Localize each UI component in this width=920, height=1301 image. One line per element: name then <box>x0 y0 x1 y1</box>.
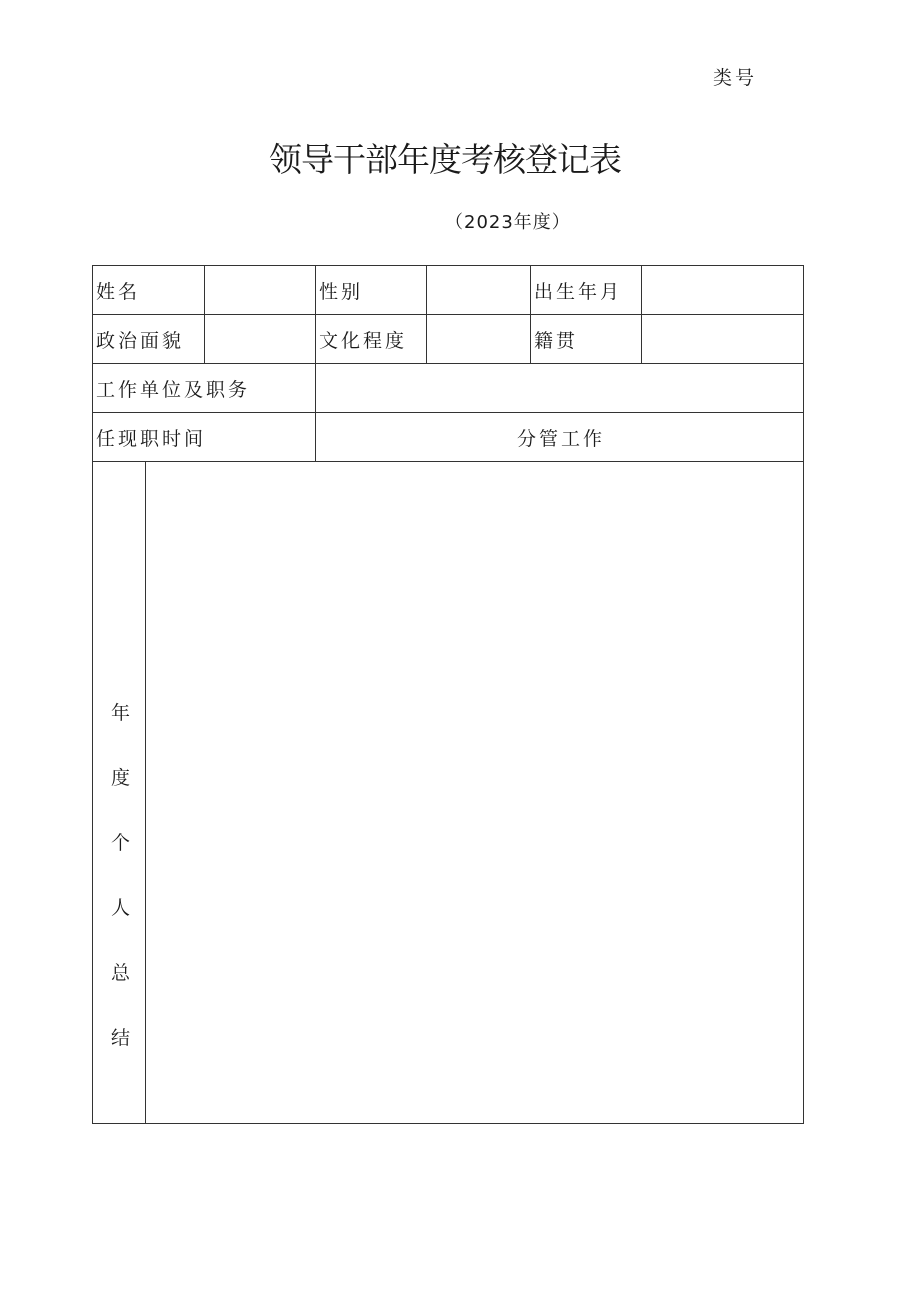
birth-label: 出生年月 <box>531 266 642 315</box>
political-status-field[interactable] <box>205 315 316 364</box>
summary-char: 个 <box>110 832 130 854</box>
native-place-field[interactable] <box>642 315 804 364</box>
annual-summary-field[interactable] <box>146 462 804 1124</box>
summary-char: 年 <box>110 702 130 724</box>
political-status-label: 政治面貌 <box>93 315 205 364</box>
registration-table <box>92 265 804 1124</box>
table-row <box>93 266 804 315</box>
table-row <box>93 315 804 364</box>
table-row <box>93 364 804 413</box>
education-field[interactable] <box>427 315 531 364</box>
gender-label: 性别 <box>316 266 427 315</box>
duties-label: 分管工作 <box>316 413 804 462</box>
form-year: （2023年度） <box>445 212 571 233</box>
category-number-label: 类号 <box>713 67 758 89</box>
table-row <box>93 462 804 1124</box>
table-row <box>93 413 804 462</box>
summary-char: 总 <box>110 962 130 984</box>
name-field[interactable] <box>205 266 316 315</box>
gender-field[interactable] <box>427 266 531 315</box>
birth-field[interactable] <box>642 266 804 315</box>
annual-summary-label <box>93 462 146 1124</box>
summary-char: 度 <box>110 767 130 789</box>
education-label: 文化程度 <box>316 315 427 364</box>
workplace-field[interactable] <box>316 364 804 413</box>
native-place-label: 籍贯 <box>531 315 642 364</box>
summary-char: 结 <box>110 1027 130 1049</box>
form-title: 领导干部年度考核登记表 <box>269 140 621 179</box>
workplace-label: 工作单位及职务 <box>93 364 316 413</box>
name-label: 姓名 <box>93 266 205 315</box>
tenure-label: 任现职时间 <box>93 413 316 462</box>
summary-char: 人 <box>110 897 130 919</box>
